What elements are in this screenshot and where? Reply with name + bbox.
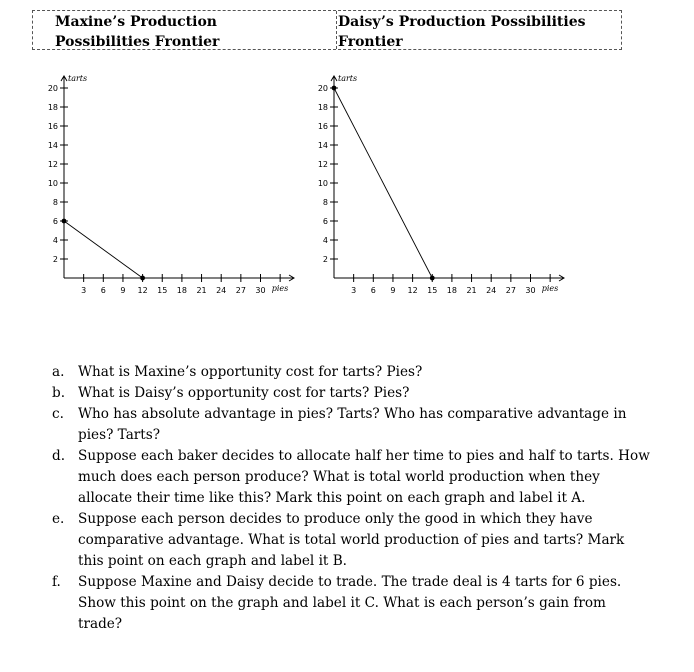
x-axis-label: pies [541, 284, 559, 293]
ppf-line [64, 221, 143, 278]
question-text: What is Daisy’s opportunity cost for tarts? Pies? [78, 385, 410, 401]
question-text: Suppose Maxine and Daisy decide to trade. The trade deal is 4 tarts for 6 pies. Show this point on the graph and label it C. What is each person’s gain from trade? [78, 574, 622, 632]
x-tick-label: 24 [216, 286, 227, 295]
question-letter: d. [52, 448, 66, 464]
ppf-point [332, 86, 337, 91]
x-tick-label: 21 [466, 286, 477, 295]
y-tick-label: 20 [47, 84, 58, 93]
y-tick-label: 12 [47, 160, 58, 169]
y-tick-label: 12 [317, 160, 328, 169]
x-tick-label: 9 [390, 286, 396, 295]
y-tick-label: 4 [322, 236, 328, 245]
x-tick-label: 3 [351, 286, 357, 295]
ppf-point [430, 276, 435, 281]
y-tick-label: 8 [322, 198, 328, 207]
x-tick-label: 12 [407, 286, 418, 295]
daisy-chart-title: Daisy’s Production Possibilities Frontier [338, 14, 586, 50]
x-tick-label: 15 [157, 286, 168, 295]
y-axis-label: tarts [338, 74, 358, 83]
x-axis-label: pies [271, 284, 289, 293]
ppf-point [62, 219, 67, 224]
y-tick-label: 6 [52, 217, 58, 226]
y-tick-label: 14 [47, 141, 58, 150]
question-item [52, 509, 652, 572]
y-tick-label: 2 [322, 255, 328, 264]
question-list [52, 362, 652, 635]
y-tick-label: 10 [317, 179, 328, 188]
y-tick-label: 18 [47, 103, 58, 112]
question-text: Who has absolute advantage in pies? Tarts? Who has comparative advantage in pies? Tarts? [78, 406, 627, 443]
maxine-ppf-chart [44, 68, 306, 300]
y-tick-label: 8 [52, 198, 58, 207]
x-tick-label: 6 [370, 286, 376, 295]
y-tick-label: 16 [317, 122, 328, 131]
question-item [52, 572, 652, 635]
x-tick-label: 21 [196, 286, 207, 295]
y-tick-label: 6 [322, 217, 328, 226]
x-tick-label: 6 [100, 286, 106, 295]
x-tick-label: 27 [505, 286, 516, 295]
x-tick-label: 12 [137, 286, 148, 295]
header-box [32, 10, 622, 50]
ppf-point [140, 276, 145, 281]
question-letter: b. [52, 385, 66, 401]
y-axis-label: tarts [68, 74, 88, 83]
x-tick-label: 30 [255, 286, 266, 295]
y-tick-label: 4 [52, 236, 58, 245]
question-item [52, 446, 652, 509]
x-tick-label: 30 [525, 286, 536, 295]
ppf-line [334, 88, 432, 278]
question-text: Suppose each person decides to produce only the good in which they have comparative advantage. What is total world production of pies and tarts? Mark this point on each graph and label it B. [78, 511, 625, 569]
y-tick-label: 16 [47, 122, 58, 131]
y-tick-label: 14 [317, 141, 328, 150]
question-text: Suppose each baker decides to allocate half her time to pies and half to tarts. How much does each person produce? What is total world production when they allocate their time like this? Mark this point on each graph and label it A. [78, 448, 650, 506]
question-letter: a. [52, 364, 65, 380]
maxine-chart-title: Maxine’s Production Possibilities Frontier [55, 14, 220, 50]
x-tick-label: 24 [486, 286, 497, 295]
question-letter: f. [52, 574, 61, 590]
x-tick-label: 18 [446, 286, 457, 295]
x-tick-label: 9 [120, 286, 126, 295]
question-item [52, 404, 652, 446]
daisy-ppf-chart [314, 68, 576, 300]
x-tick-label: 3 [81, 286, 87, 295]
question-item [52, 383, 652, 404]
y-tick-label: 20 [317, 84, 328, 93]
question-item [52, 362, 652, 383]
x-tick-label: 27 [235, 286, 246, 295]
y-tick-label: 10 [47, 179, 58, 188]
header-divider [336, 11, 337, 49]
x-tick-label: 18 [176, 286, 187, 295]
question-letter: c. [52, 406, 64, 422]
x-tick-label: 15 [427, 286, 438, 295]
question-letter: e. [52, 511, 65, 527]
y-tick-label: 2 [52, 255, 58, 264]
question-text: What is Maxine’s opportunity cost for tarts? Pies? [78, 364, 423, 380]
y-tick-label: 18 [317, 103, 328, 112]
